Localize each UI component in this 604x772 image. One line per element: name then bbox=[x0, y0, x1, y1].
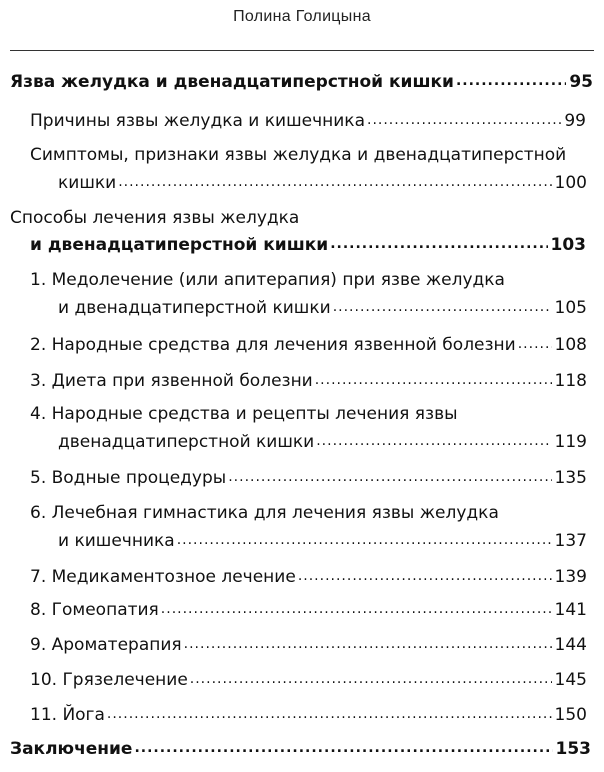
toc-entry-medolechenie[interactable] bbox=[58, 298, 587, 318]
toc-entry-title: 9. Ароматерапия bbox=[30, 635, 182, 655]
toc-page-number: 105 bbox=[554, 298, 587, 318]
toc-entry-dieta[interactable] bbox=[30, 371, 587, 391]
toc-entry-title: 2. Народные средства для лечения язвенной болезни bbox=[30, 335, 516, 355]
toc-entry-recepty[interactable] bbox=[58, 432, 587, 452]
toc-entry-simptomy-line1: Симптомы, признаки язвы желудка и двенадцатиперстной bbox=[30, 145, 567, 165]
toc-page-number: 139 bbox=[554, 567, 587, 587]
toc-entry-title: 5. Водные процедуры bbox=[30, 468, 227, 488]
toc-entry-vodnye-procedury[interactable] bbox=[30, 468, 587, 488]
dot-leader bbox=[518, 336, 552, 350]
toc-page-number: 135 bbox=[554, 468, 587, 488]
toc-entry-title: 11. Йога bbox=[30, 705, 105, 725]
toc-page-number: 137 bbox=[554, 531, 587, 551]
dot-leader bbox=[298, 568, 552, 582]
toc-page-number: 145 bbox=[554, 670, 587, 690]
toc-entry-title: кишки bbox=[58, 173, 117, 193]
toc-page-number: 95 bbox=[569, 72, 593, 92]
toc-entry-simptomy[interactable] bbox=[58, 173, 587, 193]
toc-entry-title: Заключение bbox=[10, 739, 133, 759]
toc-page-number: 153 bbox=[555, 739, 591, 759]
toc-entry-medolechenie-line1: 1. Медолечение (или апитерапия) при язве желудка bbox=[30, 270, 505, 290]
dot-leader bbox=[107, 706, 552, 720]
toc-entry-gryazelechenie[interactable] bbox=[30, 670, 587, 690]
toc-entry-narodnye-sredstva[interactable] bbox=[30, 335, 587, 355]
toc-entry-title: и двенадцатиперстной кишки bbox=[58, 298, 331, 318]
dot-leader bbox=[134, 740, 552, 754]
dot-leader bbox=[333, 299, 552, 313]
dot-leader bbox=[161, 601, 552, 615]
toc-entry-title: 7. Медикаментозное лечение bbox=[30, 567, 296, 587]
dot-leader bbox=[456, 73, 566, 87]
toc-entry-yazva-zheludka[interactable] bbox=[10, 72, 593, 92]
toc-entry-title: и двенадцатиперстной кишки bbox=[30, 235, 329, 255]
toc-entry-sposoby[interactable] bbox=[30, 235, 586, 255]
running-header-author: Полина Голицына bbox=[233, 8, 371, 25]
toc-page-number: 141 bbox=[554, 600, 587, 620]
toc-page-number: 119 bbox=[554, 432, 587, 452]
toc-entry-gimnastika-line1: 6. Лечебная гимнастика для лечения язвы желудка bbox=[30, 503, 499, 523]
toc-entry-title: и кишечника bbox=[58, 531, 175, 551]
toc-page-number: 103 bbox=[550, 235, 586, 255]
dot-leader bbox=[330, 236, 547, 250]
dot-leader bbox=[177, 532, 552, 546]
toc-entry-title: Причины язвы желудка и кишечника bbox=[30, 111, 365, 131]
dot-leader bbox=[184, 636, 552, 650]
toc-entry-prichiny[interactable] bbox=[30, 111, 586, 131]
toc-page-number: 118 bbox=[554, 371, 587, 391]
toc-entry-title: 8. Гомеопатия bbox=[30, 600, 159, 620]
toc-entry-aromaterapiya[interactable] bbox=[30, 635, 587, 655]
toc-entry-title: 3. Диета при язвенной болезни bbox=[30, 371, 313, 391]
toc-page-number: 99 bbox=[564, 111, 586, 131]
toc-page-number: 144 bbox=[554, 635, 587, 655]
toc-entry-title: двенадцатиперстной кишки bbox=[58, 432, 315, 452]
dot-leader bbox=[118, 174, 551, 188]
toc-entry-yoga[interactable] bbox=[30, 705, 587, 725]
dot-leader bbox=[228, 469, 551, 483]
dot-leader bbox=[190, 671, 552, 685]
toc-entry-recepty-line1: 4. Народные средства и рецепты лечения язвы bbox=[30, 404, 458, 424]
toc-entry-medikamentoznoe[interactable] bbox=[30, 567, 587, 587]
dot-leader bbox=[316, 433, 551, 447]
toc-entry-zaklyuchenie[interactable] bbox=[10, 739, 591, 759]
toc-entry-gimnastika[interactable] bbox=[58, 531, 587, 551]
toc-page-number: 150 bbox=[554, 705, 587, 725]
dot-leader bbox=[367, 112, 561, 126]
toc-page-number: 100 bbox=[554, 173, 587, 193]
toc-page-number: 108 bbox=[554, 335, 587, 355]
toc-entry-title: 10. Грязелечение bbox=[30, 670, 188, 690]
toc-entry-gomeopatiya[interactable] bbox=[30, 600, 587, 620]
toc-entry-title: Язва желудка и двенадцатиперстной кишки bbox=[10, 72, 454, 92]
dot-leader bbox=[315, 372, 552, 386]
toc-entry-sposoby-line1: Способы лечения язвы желудка bbox=[10, 208, 300, 228]
